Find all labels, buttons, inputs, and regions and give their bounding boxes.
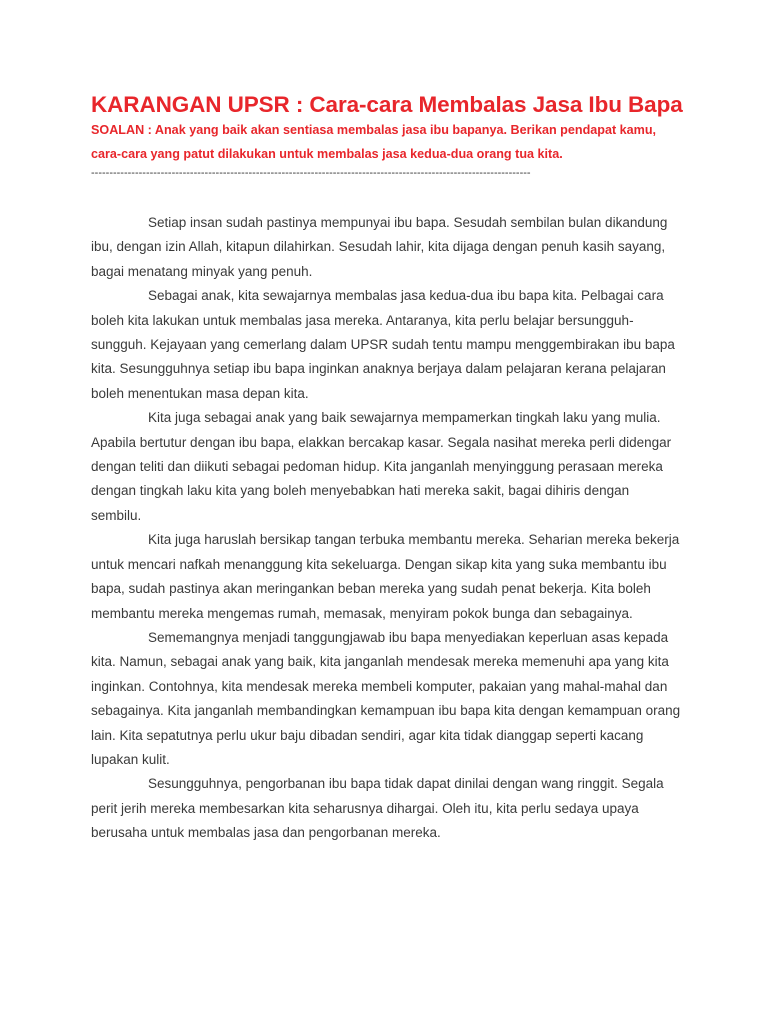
- paragraph-3: Kita juga sebagai anak yang baik sewajarnya mempamerkan tingkah laku yang mulia. Apabila bertutur dengan ibu bapa, elakkan bercakap kasar. Segala nasihat mereka perli didengar dengan teliti dan diikuti sebagai pedoman hidup. Kita janganlah menyinggung perasaan mereka dengan tingkah laku kita yang boleh menyebabkan hati mereka sakit, bagai dihiris dengan sembilu.: [91, 410, 672, 523]
- document-page: [91, 92, 681, 846]
- essay-body: [91, 211, 681, 846]
- separator-line: ------------------------------------------------------------------------------------------------------------------------: [91, 167, 531, 179]
- paragraph-6: Sesungguhnya, pengorbanan ibu bapa tidak dapat dinilai dengan wang ringgit. Segala perit jerih mereka membesarkan kita seharusnya dihargai. Oleh itu, kita perlu sedaya upaya berusaha untuk membalas jasa dan pengorbanan mereka.: [91, 776, 664, 841]
- paragraph-1: Setiap insan sudah pastinya mempunyai ibu bapa. Sesudah sembilan bulan dikandung ibu, dengan izin Allah, kitapun dilahirkan. Sesudah lahir, kita dijaga dengan penuh kasih sayang, bagai menatang minyak yang penuh.: [91, 215, 668, 279]
- paragraph-4: Kita juga haruslah bersikap tangan terbuka membantu mereka. Seharian mereka bekerja untuk mencari nafkah menanggung kita sekeluarga. Dengan sikap kita yang suka membantu ibu bapa, sudah pastinya akan meringankan beban mereka yang sudah penat bekerja. Kita boleh membantu mereka mengemas rumah, memasak, menyiram pokok bunga dan sebagainya.: [91, 532, 680, 621]
- paragraph-2: Sebagai anak, kita sewajarnya membalas jasa kedua-dua ibu bapa kita. Pelbagai cara boleh kita lakukan untuk membalas jasa mereka. Antaranya, kita perlu belajar bersungguh-sungguh. Kejayaan yang cemerlang dalam UPSR sudah tentu mampu menggembirakan ibu bapa kita. Sesungguhnya setiap ibu bapa inginkan anaknya berjaya dalam pelajaran kerana pelajaran boleh menentukan masa depan kita.: [91, 288, 675, 401]
- essay-question: SOALAN : Anak yang baik akan sentiasa membalas jasa ibu bapanya. Berikan pendapat kamu, cara-cara yang patut dilakukan untuk membalas jasa kedua-dua orang tua kita.: [91, 123, 657, 161]
- paragraph-5: Sememangnya menjadi tanggungjawab ibu bapa menyediakan keperluan asas kepada kita. Namun, sebagai anak yang baik, kita janganlah mendesak mereka memenuhi apa yang kita inginkan. Contohnya, kita mendesak mereka membeli komputer, pakaian yang mahal-mahal dan sebagainya. Kita janganlah membandingkan kemampuan ibu bapa kita dengan kemampuan orang lain. Kita sepatutnya perlu ukur baju dibadan sendiri, agar kita tidak dianggap seperti kacang lupakan kulit.: [91, 629, 681, 767]
- document-title: KARANGAN UPSR : Cara-cara Membalas Jasa Ibu Bapa: [91, 92, 683, 117]
